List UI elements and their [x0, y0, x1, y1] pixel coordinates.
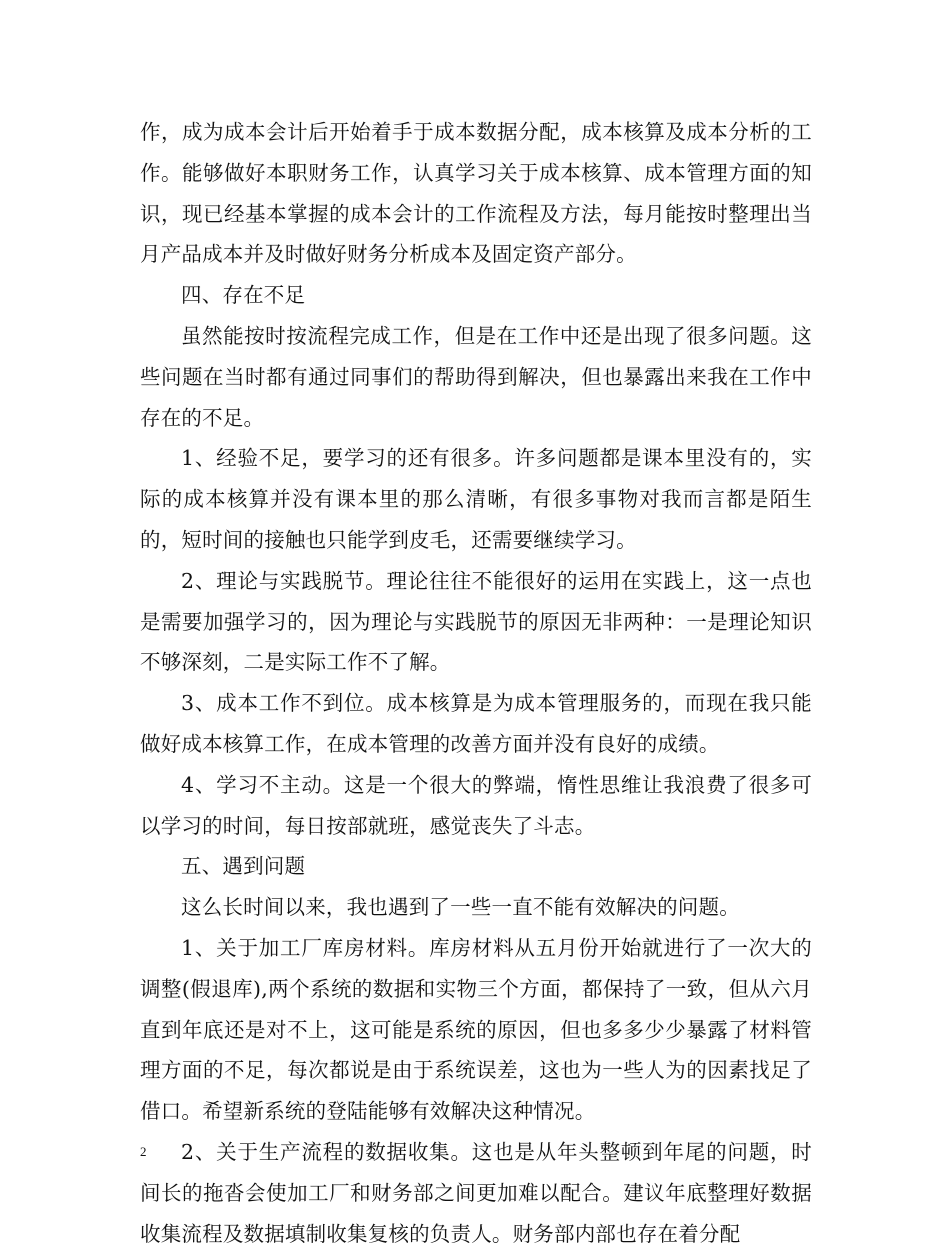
page-number: 2 — [140, 1144, 147, 1159]
paragraph-shortcomings-intro: 虽然能按时按流程完成工作，但是在工作中还是出现了很多问题。这些问题在当时都有通过同事们的帮助得到解决，但也暴露出来我在工作中存在的不足。 — [140, 323, 812, 430]
list-item-shortcoming-2: 2、理论与实践脱节。理论往往不能很好的运用在实践上，这一点也是需要加强学习的，因为理论与实践脱节的原因无非两种：一是理论知识不够深刻，二是实际工作不了解。 — [140, 568, 812, 675]
section-heading-shortcomings: 四、存在不足 — [181, 283, 306, 308]
body-text — [140, 112, 812, 1254]
section-heading-problems: 五、遇到问题 — [181, 854, 306, 879]
list-item-shortcoming-3: 3、成本工作不到位。成本核算是为成本管理服务的，而现在我只能做好成本核算工作，在成本管理的改善方面并没有良好的成绩。 — [140, 691, 812, 756]
list-item-problem-1: 1、关于加工厂库房材料。库房材料从五月份开始就进行了一次大的调整(假退库),两个系统的数据和实物三个方面，都保持了一致，但从六月直到年底还是对不上，这可能是系统的原因，但也多多少少暴露了材料管理方面的不足，每次都说是由于系统误差，这也为一些人为的因素找足了借口。希望新系统的登陆能够有效解决这种情况。 — [140, 935, 812, 1124]
paragraph-problems-intro: 这么长时间以来，我也遇到了一些一直不能有效解决的问题。 — [181, 895, 740, 920]
list-item-shortcoming-4: 4、学习不主动。这是一个很大的弊端，惰性思维让我浪费了很多可以学习的时间，每日按部就班，感觉丧失了斗志。 — [140, 772, 812, 838]
list-item-problem-2: 2、关于生产流程的数据收集。这也是从年头整顿到年尾的问题，时间长的拖沓会使加工厂和财务部之间更加难以配合。建议年底整理好数据收集流程及数据填制收集复核的负责人。财务部内部也存在着分配 — [140, 1139, 812, 1246]
paragraph-continuation: 作，成为成本会计后开始着手于成本数据分配，成本核算及成本分析的工作。能够做好本职财务工作，认真学习关于成本核算、成本管理方面的知识，现已经基本掌握的成本会计的工作流程及方法，每月能按时整理出当月产品成本并及时做好财务分析成本及固定资产部分。 — [140, 120, 812, 267]
list-item-shortcoming-1: 1、经验不足，要学习的还有很多。许多问题都是课本里没有的，实际的成本核算并没有课本里的那么清晰，有很多事物对我而言都是陌生的，短时间的接触也只能学到皮毛，还需要继续学习。 — [140, 446, 812, 552]
